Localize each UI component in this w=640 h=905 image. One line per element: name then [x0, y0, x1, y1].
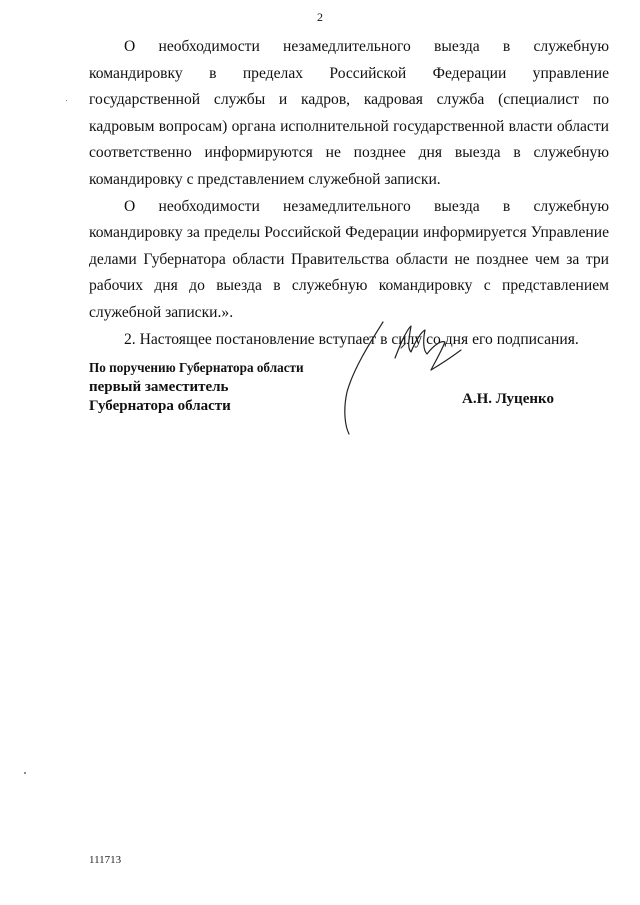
handwritten-signature	[325, 318, 475, 443]
scan-speck	[24, 772, 26, 774]
signatory-line-1: По поручению Губернатора области	[89, 360, 304, 375]
paragraph-3: 2. Настоящее постановление вступает в силу со дня его подписания.	[124, 330, 579, 348]
scan-speck	[66, 100, 67, 101]
document-code: 111713	[89, 854, 122, 866]
signatory-title	[89, 358, 304, 416]
signatory-name: А.Н. Луценко	[462, 391, 554, 407]
document-body	[89, 34, 609, 353]
page-number: 2	[317, 10, 323, 24]
signatory-line-2: первый заместитель	[89, 379, 229, 395]
paragraph-1: О необходимости незамедлительного выезда в служебную командировку в пределах Российской Федерации управление государственной службы и кадров, кадровая служба (специалист по кадровым вопросам) органа исполнительной государственной власти области соответственно информируются не позднее дня выезда в служебную командировку с представлением служебной записки.	[89, 38, 609, 188]
signatory-line-3: Губернатора области	[89, 398, 231, 414]
paragraph-2: О необходимости незамедлительного выезда в служебную командировку за пределы Российской Федерации информируется Управление делами Губернатора области Правительства области не позднее чем за три рабочих дня до выезда в служебную командировку с представлением служебной записки.».	[89, 197, 609, 321]
